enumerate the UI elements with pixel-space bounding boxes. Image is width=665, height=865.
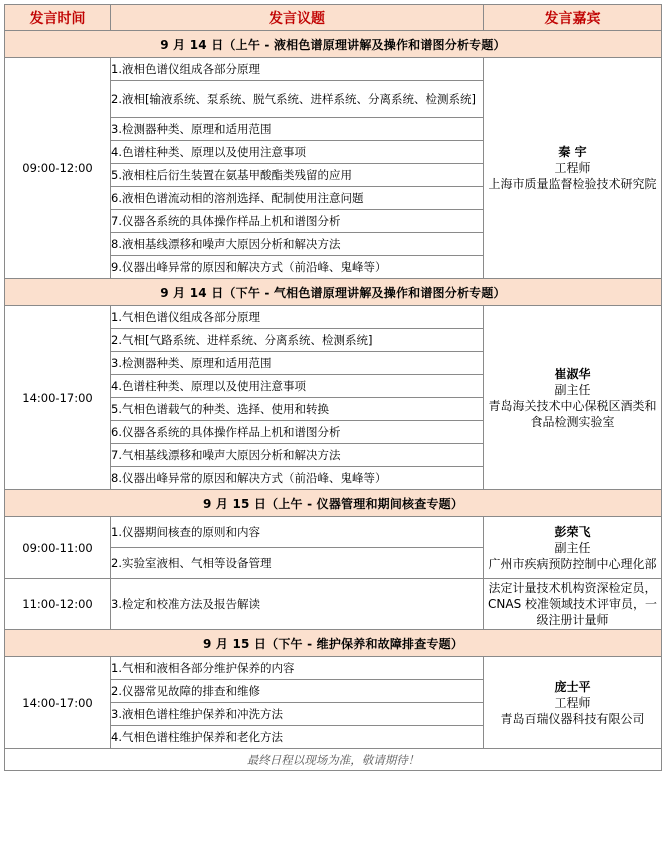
section-title: 9 月 14 日（下午 - 气相色谱原理讲解及操作和谱图分析专题）	[5, 279, 662, 306]
speaker-name: 彭荣飞	[554, 524, 591, 539]
topic-item: 1.气相和液相各部分维护保养的内容	[111, 657, 484, 680]
topic-item: 3.检定和校准方法及报告解读	[111, 579, 484, 630]
speaker-org: 广州市疾病预防控制中心理化部	[488, 556, 657, 571]
header-topic: 发言议题	[111, 5, 484, 31]
speaker-org: 青岛海关技术中心保税区酒类和食品检测实验室	[488, 398, 657, 429]
footer-row	[5, 749, 662, 771]
session-time: 11:00-12:00	[5, 579, 111, 630]
speaker-title: 副主任	[554, 540, 591, 555]
topic-row	[5, 306, 662, 329]
topic-item: 1.气相色谱仪组成各部分原理	[111, 306, 484, 329]
session-time: 09:00-11:00	[5, 517, 111, 579]
footer-note: 最终日程以现场为准，敬请期待！	[5, 749, 662, 771]
section-title: 9 月 15 日（下午 - 维护保养和故障排查专题）	[5, 630, 662, 657]
topic-item: 8.液相基线漂移和噪声大原因分析和解决方法	[111, 233, 484, 256]
speaker-cell	[484, 58, 662, 279]
header-row	[5, 5, 662, 31]
topic-row	[5, 657, 662, 680]
speaker-org: 上海市质量监督检验技术研究院	[488, 177, 657, 191]
header-time: 发言时间	[5, 5, 111, 31]
topic-item: 3.检测器种类、原理和适用范围	[111, 118, 484, 141]
session-time: 14:00-17:00	[5, 306, 111, 490]
schedule-table	[4, 4, 662, 771]
topic-row	[5, 58, 662, 81]
speaker-cell	[484, 306, 662, 490]
topic-item: 2.仪器常见故障的排查和维修	[111, 680, 484, 703]
topic-row	[5, 517, 662, 548]
topic-item: 1.液相色谱仪组成各部分原理	[111, 58, 484, 81]
topic-item: 9.仪器出峰异常的原因和解决方式（前沿峰、鬼峰等）	[111, 256, 484, 279]
topic-item: 7.气相基线漂移和噪声大原因分析和解决方法	[111, 444, 484, 467]
section-title: 9 月 14 日（上午 - 液相色谱原理讲解及操作和谱图分析专题）	[5, 31, 662, 58]
section-row	[5, 279, 662, 306]
speaker-title: 工程师	[554, 161, 591, 175]
speaker-title: 工程师	[554, 695, 591, 710]
topic-item: 4.气相色谱柱维护保养和老化方法	[111, 726, 484, 749]
topic-item: 2.气相[气路系统、进样系统、分离系统、检测系统]	[111, 329, 484, 352]
speaker-name: 秦 宇	[558, 145, 587, 159]
topic-item: 3.液相色谱柱维护保养和冲洗方法	[111, 703, 484, 726]
speaker-title: 副主任	[554, 382, 591, 397]
speaker-org: 青岛百瑞仪器科技有限公司	[500, 711, 645, 726]
topic-item: 5.液相柱后衍生装置在氨基甲酸酯类残留的应用	[111, 164, 484, 187]
topic-row	[5, 579, 662, 630]
speaker-cell	[484, 579, 662, 630]
speaker-description: 法定计量技术机构资深检定员，CNAS 校准领域技术评审员，一级注册计量师	[488, 581, 657, 627]
section-row	[5, 490, 662, 517]
topic-item: 6.仪器各系统的具体操作样品上机和谱图分析	[111, 421, 484, 444]
topic-item: 2.实验室液相、气相等设备管理	[111, 548, 484, 579]
speaker-cell	[484, 517, 662, 579]
speaker-name: 庞士平	[554, 679, 591, 694]
topic-item: 2.液相[输液系统、泵系统、脱气系统、进样系统、分离系统、检测系统]	[111, 81, 484, 118]
session-time: 09:00-12:00	[5, 58, 111, 279]
topic-item: 6.液相色谱流动相的溶剂选择、配制使用注意问题	[111, 187, 484, 210]
topic-item: 3.检测器种类、原理和适用范围	[111, 352, 484, 375]
topic-item: 4.色谱柱种类、原理以及使用注意事项	[111, 375, 484, 398]
topic-item: 8.仪器出峰异常的原因和解决方式（前沿峰、鬼峰等）	[111, 467, 484, 490]
header-speaker: 发言嘉宾	[484, 5, 662, 31]
section-title: 9 月 15 日（上午 - 仪器管理和期间核查专题）	[5, 490, 662, 517]
topic-item: 5.气相色谱载气的种类、选择、使用和转换	[111, 398, 484, 421]
topic-item: 1.仪器期间核查的原则和内容	[111, 517, 484, 548]
topic-item: 7.仪器各系统的具体操作样品上机和谱图分析	[111, 210, 484, 233]
section-row	[5, 31, 662, 58]
session-time: 14:00-17:00	[5, 657, 111, 749]
speaker-cell	[484, 657, 662, 749]
speaker-name: 崔淑华	[554, 366, 591, 381]
topic-item: 4.色谱柱种类、原理以及使用注意事项	[111, 141, 484, 164]
section-row	[5, 630, 662, 657]
